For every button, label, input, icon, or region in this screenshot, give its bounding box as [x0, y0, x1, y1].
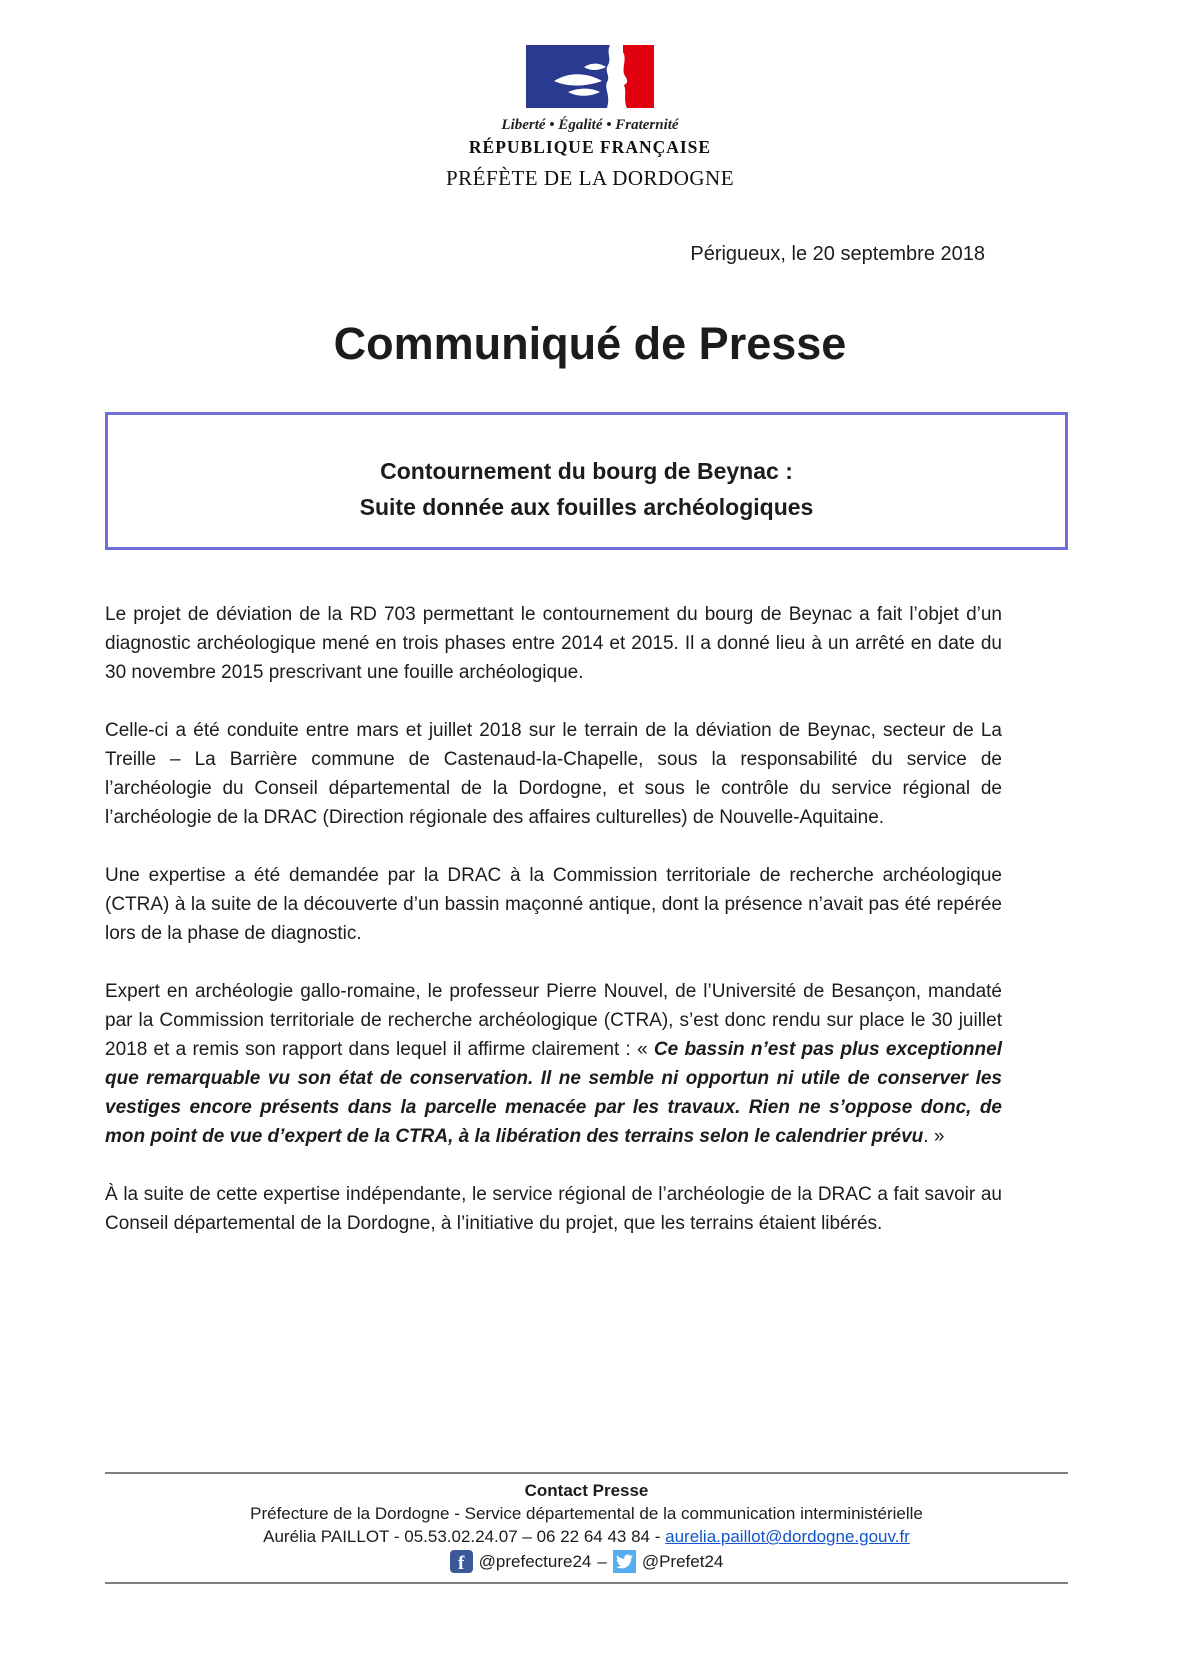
twitter-icon — [613, 1550, 636, 1573]
letterhead — [0, 0, 1180, 191]
paragraph-4 — [105, 977, 1002, 1151]
email-link[interactable]: aurelia.paillot@dordogne.gouv.fr — [665, 1527, 910, 1546]
facebook-icon: f — [450, 1550, 473, 1573]
subject-line-1: Contournement du bourg de Beynac : — [380, 458, 793, 484]
footer-contact-line — [105, 1525, 1068, 1548]
dateline: Périgueux, le 20 septembre 2018 — [690, 243, 985, 265]
contact-details: Aurélia PAILLOT - 05.53.02.24.07 – 06 22 64 43 84 - — [263, 1527, 666, 1546]
footer-service-line: Préfecture de la Dordogne - Service départemental de la communication interministérielle — [250, 1504, 923, 1523]
quote-tail: . » — [923, 1126, 945, 1147]
republic-name: RÉPUBLIQUE FRANÇAISE — [468, 137, 712, 157]
french-flag-marianne-icon — [526, 45, 654, 108]
subject-box — [105, 412, 1068, 550]
motto: Liberté • Égalité • Fraternité — [501, 117, 679, 133]
subject-line-2: Suite donnée aux fouilles archéologiques — [359, 494, 814, 520]
page-title: Communiqué de Presse — [333, 318, 847, 369]
social-line — [105, 1550, 1068, 1573]
paragraph-2: Celle-ci a été conduite entre mars et juillet 2018 sur le terrain de la déviation de Beynac, secteur de La Treille – La Barrière commune de Castenaud-la-Chapelle, sous la responsabilité du service de l’archéologie du Conseil départemental de la Dordogne, et sous le contrôle du service régional de l’archéologie de la DRAC (Direction régionale des affaires culturelles) de Nouvelle-Aquitaine. — [105, 720, 1002, 828]
quote-lead: Expert en archéologie gallo-romaine, le professeur Pierre Nouvel, de l’Université de Besançon, mandaté par la Commission territoriale de recherche archéologique (CTRA), s’est donc rendu sur place le 30 juillet 2018 et a remis son rapport dans lequel il affirme clairement : « — [105, 981, 1002, 1060]
twitter-bird-icon — [616, 1553, 633, 1570]
paragraph-5: À la suite de cette expertise indépendante, le service régional de l’archéologie de la DRAC a fait savoir au Conseil départemental de la Dordogne, à l’initiative du projet, que les terrains étaient libérés. — [105, 1184, 1002, 1234]
prefecture-name: PRÉFÈTE DE LA DORDOGNE — [445, 166, 735, 190]
facebook-handle: @prefecture24 — [478, 1552, 592, 1571]
footer-heading: Contact Presse — [524, 1481, 649, 1500]
paragraph-3: Une expertise a été demandée par la DRAC à la Commission territoriale de recherche archéologique (CTRA) à la suite de la découverte d’un bassin maçonné antique, dont la présence n’avait pas été repérée lors de la phase de diagnostic. — [105, 865, 1002, 944]
handle-separator: – — [597, 1552, 607, 1571]
body-text — [105, 600, 1002, 1238]
press-contact-footer — [105, 1472, 1068, 1584]
marianne-logo — [526, 45, 654, 108]
twitter-handle: @Prefet24 — [641, 1552, 724, 1571]
expert-quote: Ce bassin n’est pas plus exceptionnel que remarquable vu son état de conservation. Il ne semble ni opportun ni utile de conserver les vestiges encore présents dans la parcelle menacée par les travaux. Rien ne s’oppose donc, de mon point de vue d’expert de la CTRA, à la libération des terrains selon le calendrier prévu — [105, 1039, 1002, 1147]
paragraph-1: Le projet de déviation de la RD 703 permettant le contournement du bourg de Beynac a fait l’objet d’un diagnostic archéologique mené en trois phases entre 2014 et 2015. Il a donné lieu à un arrêté en date du 30 novembre 2015 prescrivant une fouille archéologique. — [105, 604, 1002, 683]
